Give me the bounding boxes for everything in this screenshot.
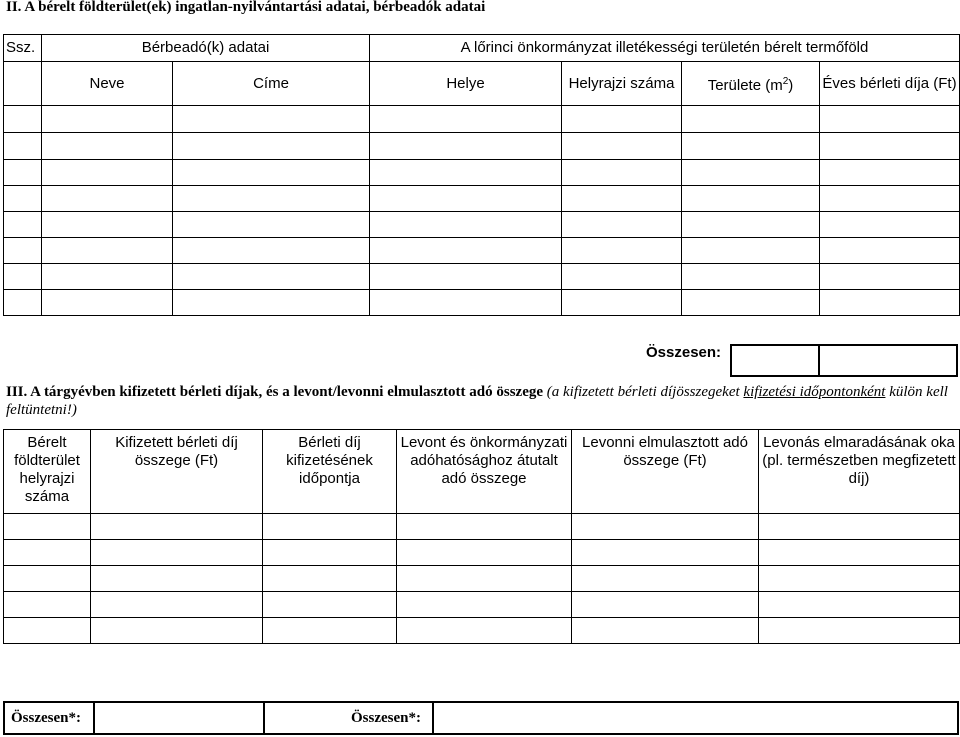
header-berbeado: Bérbeadó(k) adatai [42,35,370,62]
table-row[interactable] [4,238,42,264]
footer-totals-row [3,701,959,735]
footer-total-label-2: Összesen*: [351,710,421,726]
table-row[interactable] [4,212,42,238]
header-levonas-oka: Levonás elmaradásának oka (pl. természetben megfizetett díj) [759,430,960,514]
header-neve: Neve [42,62,173,106]
header-helye: Helye [370,62,562,106]
header-kifizetes-idopontja: Bérleti díj kifizetésének időpontja [263,430,397,514]
header-helyrajzi: Helyrajzi száma [562,62,682,106]
total-area-box[interactable] [730,344,820,377]
total-fee-box[interactable] [818,344,958,377]
header-helyrajzi-szama: Bérelt földterület helyrajzi száma [4,430,91,514]
table-row[interactable] [4,106,42,133]
footer-total-box-1[interactable] [93,701,265,735]
header-cime: Címe [173,62,370,106]
table-row[interactable] [4,566,91,592]
header-ssz: Ssz. [4,35,42,62]
section-2-title: II. A bérelt földterület(ek) ingatlan-nyilvántartási adatai, bérbeadók adatai [6,0,486,15]
header-terulete: Területe $(m^2)$ [682,62,820,106]
table-row[interactable] [4,592,91,618]
table-row[interactable] [4,160,42,186]
footer-total-box-2[interactable] [432,701,959,735]
header-kifizetett: Kifizetett bérleti díj összege (Ft) [91,430,263,514]
total-label: Összesen: [646,344,722,361]
table-row[interactable] [4,540,91,566]
header-levont: Levont és önkormányzati adóhatósághoz átutalt adó összege [397,430,572,514]
footer-total-label-1: Összesen*: [11,710,81,726]
payment-table [3,429,960,644]
table-row[interactable] [4,186,42,212]
table-row[interactable] [4,290,42,316]
table-row[interactable] [4,264,42,290]
table-row[interactable] [4,618,91,644]
header-loerinci: A lőrinci önkormányzat illetékességi területén bérelt termőföld [370,35,960,62]
header-eves-dija: Éves bérleti díja (Ft) [820,62,960,106]
table-row[interactable] [4,133,42,160]
section-3-heading: III. A tárgyévben kifizetett bérleti díjak, és a levont/levonni elmulasztott adó összege (a kifizetett bérleti díjösszegeket kifizetési időpontonként külön kell feltüntetni!) [6,384,948,418]
land-table [3,34,960,316]
table-row[interactable] [4,514,91,540]
header-levonni-elmulasztott: Levonni elmulasztott adó összege (Ft) [572,430,759,514]
